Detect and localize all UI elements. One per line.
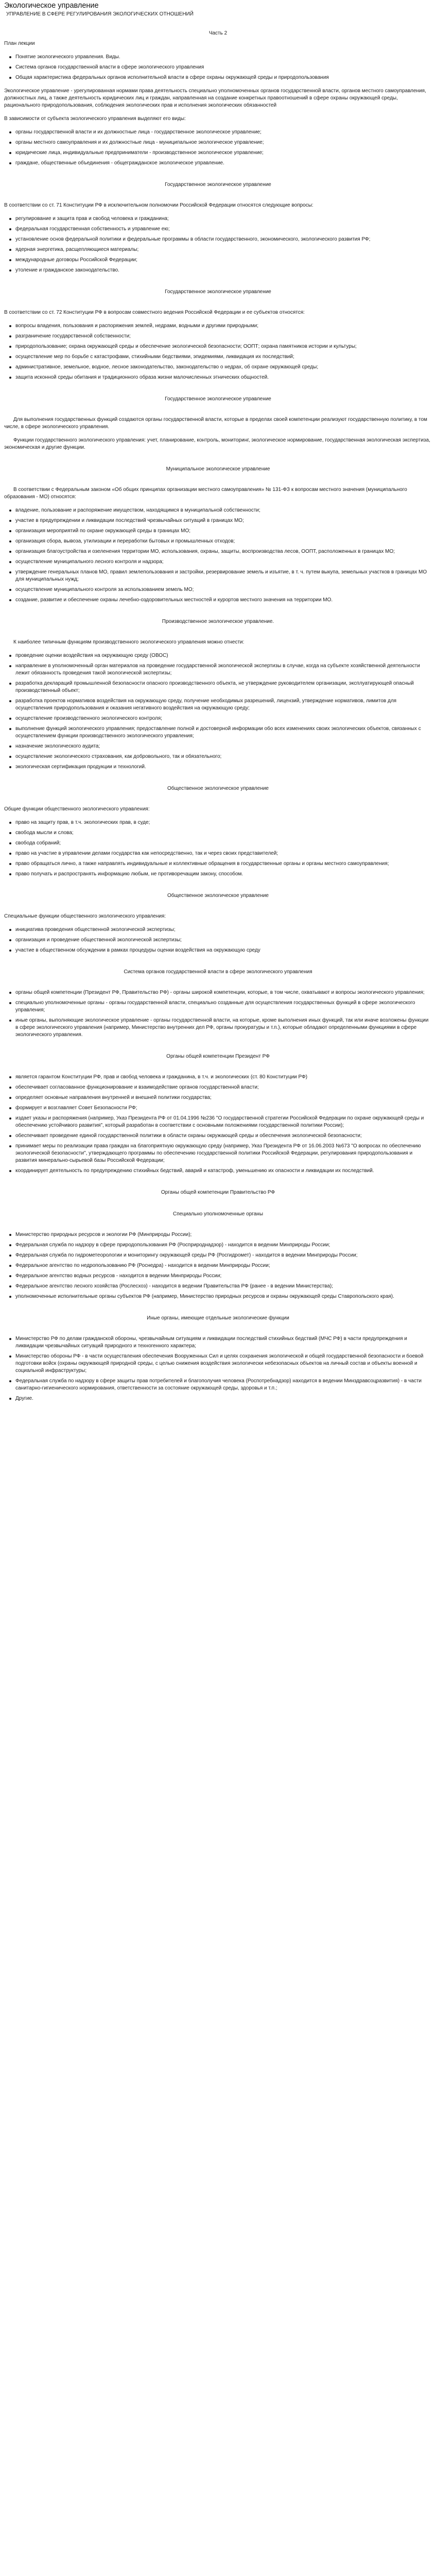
section-heading: Государственное экологическое управление	[165, 182, 271, 188]
list-item: проведение оценки воздействия на окружающую среду (ОВОС)	[15, 652, 432, 659]
page-title: Экологическое управление	[4, 2, 99, 10]
list-item: федеральная государственная собственность и управление ею;	[15, 226, 432, 233]
list-item: направление в уполномоченный орган материалов на проведение государственной экологической экспертизы в случае, когда на субъекте хозяйственной деятельности лежит обязанность проведения такой экологической экспертизы;	[15, 663, 432, 677]
bullet-list	[4, 54, 432, 81]
list-item: экологическая сертификация продукции и технологий.	[15, 764, 432, 771]
list-item: организация и проведение общественной экологической экспертизы;	[15, 937, 432, 944]
list-item: координирует деятельность по предупреждению стихийных бедствий, аварий и катастроф, уменьшению их опасности и ликвидации их последствий.	[15, 1167, 432, 1175]
list-item: является гарантом Конституции РФ, прав и свобод человека и гражданина, в т.ч. и экологических (ст. 80 Конституции РФ)	[15, 1074, 432, 1081]
section-heading: Муниципальное экологическое управление	[166, 466, 270, 472]
list-item: уполномоченные исполнительные органы субъектов РФ (например, Министерство природных ресурсов и охраны окружающей среды Ставропольского края).	[15, 1293, 432, 1300]
section-heading: Государственное экологическое управление	[165, 289, 271, 295]
lecture-content	[4, 40, 432, 1402]
list-item: создание, развитие и обеспечение охраны лечебно-оздоровительных местностей и курортов местного значения на территории МО.	[15, 597, 432, 604]
list-item: Федеральное агентство по недропользованию РФ (Роснедра) - находится в ведении Минприроды России;	[15, 1262, 432, 1269]
paragraph: В соответствии с Федеральным законом «Об общих принципах организации местного самоуправления» № 131-ФЗ к вопросам местного значения (муниципального образования - МО) относятся:	[4, 487, 407, 500]
list-item: утоление и гражданское законодательство.	[15, 267, 432, 274]
paragraph: План лекции	[4, 41, 35, 46]
section-heading: Производственное экологическое управление.	[162, 619, 274, 624]
list-item: формирует и возглавляет Совет Безопасности РФ;	[15, 1105, 432, 1112]
bullet-list	[4, 989, 432, 1039]
list-item: защита исконной среды обитания и традиционного образа жизни малочисленных этнических общностей.	[15, 374, 432, 381]
list-item: право обращаться лично, а также направлять индивидуальные и коллективные обращения в государственные органы и органы местного самоуправления;	[15, 860, 432, 868]
list-item: свобода мысли и слова;	[15, 829, 432, 837]
list-item: утверждение генеральных планов МО, правил землепользования и застройки, резервирование земель и изъятие, в т. ч. путем выкупа, земельных участков в границах МО для муниципальных нужд;	[15, 569, 432, 583]
list-item: органы местного самоуправления и их должностные лица - муниципальное экологическое управление;	[15, 139, 432, 146]
bullet-list	[4, 507, 432, 604]
list-item: осуществление производственного экологического контроля;	[15, 715, 432, 722]
lecture-subtitle: УПРАВЛЕНИЕ В СФЕРЕ РЕГУЛИРОВАНИЯ ЭКОЛОГИЧЕСКИХ ОТНОШЕНИЙ	[6, 11, 194, 17]
paragraph: К наиболее типичным функциям производственного экологического управления можно отнести:	[13, 639, 245, 645]
list-item: право на защиту прав, в т.ч. экологических прав, в суде;	[15, 819, 432, 826]
bullet-list	[4, 323, 432, 381]
list-item: ядерная энергетика, расщепляющиеся материалы;	[15, 246, 432, 253]
list-item: свобода собраний;	[15, 840, 432, 847]
list-item: участие в общественном обсуждении в рамках процедуры оценки воздействия на окружающую среду	[15, 947, 432, 954]
list-item: организация мероприятий по охране окружающей среды в границах МО;	[15, 528, 432, 535]
bullet-list	[4, 1074, 432, 1175]
list-item: Федеральное агентство лесного хозяйства (Рослесхоз) - находится в ведении Правительства РФ (ранее - в ведении Министерства);	[15, 1283, 432, 1290]
list-item: назначение экологического аудита;	[15, 743, 432, 750]
bullet-list	[4, 1231, 432, 1300]
paragraph: В соответствии со ст. 72 Конституции РФ в вопросам совместного ведения Российской Федерации и ее субъектов относятся:	[4, 310, 305, 315]
list-item: определяет основные направления внутренней и внешней политики государства;	[15, 1094, 432, 1101]
paragraph: Общие функции общественного экологического управления:	[4, 806, 150, 812]
list-item: Министерство обороны РФ - в части осуществления обеспечения Вооруженных Сил и целях сохранения экологической и общей государственной безопасности и боевой подготовки войск (охраны окружающей природной среды, с целью снижения воздействия экологически небезопасных объектов на личный состав и объекты военной и социальной инфраструктуры;	[15, 1353, 432, 1375]
list-item: административное, земельное, водное, лесное законодательство, законодательство о недрах, об охране окружающей среды;	[15, 364, 432, 371]
list-item: Федеральная служба по надзору в сфере природопользования РФ (Росприроднадзор) - находится в ведении Минприроды России;	[15, 1242, 432, 1249]
list-item: инициатива проведения общественной экологической экспертизы;	[15, 926, 432, 934]
list-item: Федеральное агентство водных ресурсов - находится в ведении Минприроды России;	[15, 1273, 432, 1280]
paragraph: Экологическое управление - урегулированная нормами права деятельность специально уполномоченных органов государственной власти, органов местного самоуправления, должностных лиц, а также деятельность юридических лиц и граждан, направленная на создание конкретных правоотношений в сфере охраны окружающей среды, рационального природопользования, соблюдения экологических прав и исполнения экологических обязанностей	[4, 88, 426, 108]
section-heading: Система органов государственной власти в сфере экологического управления	[124, 969, 312, 975]
list-item: специально уполномоченные органы - органы государственной власти, специально созданные для осуществления государственных функций в сфере экологического управления;	[15, 999, 432, 1014]
list-item: Министерство природных ресурсов и экологии РФ (Минприроды России);	[15, 1231, 432, 1239]
section-heading: Специально уполномоченные органы	[172, 1211, 264, 1217]
list-item: осуществление муниципального лесного контроля и надзора;	[15, 558, 432, 566]
list-item: Федеральная служба по надзору в сфере защиты прав потребителей и благополучия человека (Роспотребнадзор) находится в ведении Минздравсоцразвития) - в части санитарно-гигиенического нормирования, ответственности за состояние окружающей среды, здоровья и т.п.;	[15, 1378, 432, 1392]
list-item: организация благоустройства и озеленения территории МО, использования, охраны, защиты, воспроизводства лесов, ООПТ, расположенных в границах МО;	[15, 548, 432, 555]
list-item: Общая характеристика федеральных органов исполнительной власти в сфере охраны окружающей среды и природопользования	[15, 74, 432, 81]
section-heading: Органы общей компетенции Президент РФ	[166, 1054, 270, 1059]
list-item: установление основ федеральной политики и федеральные программы в области государственного, экономического, экологического развития РФ;	[15, 236, 432, 243]
section-heading: Общественное экологическое управление	[167, 786, 269, 791]
list-item: участие в предупреждении и ликвидации последствий чрезвычайных ситуаций в границах МО;	[15, 517, 432, 524]
list-item: Федеральная служба по гидрометеорологии и мониторингу окружающей среды РФ (Росгидромет) - находится в ведении Минприроды России;	[15, 1252, 432, 1259]
part-label: Часть 2	[208, 30, 228, 36]
list-item: разработка деклараций промышленной безопасности опасного производственного объекта, не утверждение руководителем организации, эксплуатирующей опасный производственный объект;	[15, 680, 432, 694]
bullet-list	[4, 926, 432, 954]
list-item: органы государственной власти и их должностные лица - государственное экологическое управление;	[15, 129, 432, 136]
list-item: Министерство РФ по делам гражданской обороны, чрезвычайным ситуациям и ликвидации последствий стихийных бедствий (МЧС РФ) в части предупреждения и ликвидации чрезвычайных ситуаций природного и техногенного характера;	[15, 1335, 432, 1350]
list-item: органы общей компетенции (Президент РФ, Правительство РФ) - органы широкой компетенции, которые, в том числе, охватывают и вопросы экологического управления;	[15, 989, 432, 996]
list-item: граждане, общественные объединения - общегражданское экологическое управление.	[15, 160, 432, 167]
list-item: Понятие экологического управления. Виды.	[15, 54, 432, 61]
paragraph: Для выполнения государственных функций создаются органы государственной власти, которые в пределах своей компетенции реализуют государственную политику, в том числе, в сфере экологического управления.	[4, 417, 427, 430]
list-item: осуществление мер по борьбе с катастрофами, стихийными бедствиями, эпидемиями, ликвидация их последствий;	[15, 353, 432, 361]
list-item: осуществление экологического страхования, как добровольного, так и обязательного;	[15, 753, 432, 760]
paragraph: В соответствии со ст. 71 Конституции РФ в исключительном полномочии Российской Федерации относятся следующие вопросы:	[4, 202, 313, 208]
bullet-list	[4, 129, 432, 167]
list-item: Система органов государственной власти в сфере экологического управления	[15, 64, 432, 71]
list-item: обеспечивает согласованное функционирование и взаимодействие органов государственной власти;	[15, 1084, 432, 1091]
list-item: разработка проектов нормативов воздействия на окружающую среду, получение необходимых разрешений, лицензий, утверждение нормативов, лимитов для осуществления природопользования и оказания негативного воздействия на окружающую среду;	[15, 698, 432, 712]
bullet-list	[4, 1335, 432, 1402]
list-item: юридические лица, индивидуальные предприниматели - производственное экологическое управление;	[15, 149, 432, 157]
list-item: владение, пользование и распоряжение имуществом, находящимся в муниципальной собственности;	[15, 507, 432, 514]
paragraph: В зависимости от субъекта экологического управления выделяют его виды:	[4, 116, 186, 122]
list-item: разграничение государственной собственности;	[15, 333, 432, 340]
list-item: право на участие в управлении делами государства как непосредственно, так и через своих представителей;	[15, 850, 432, 857]
list-item: иные органы, выполняющие экологическое управление - органы государственной власти, на которые, кроме выполнения иных функций, так или иначе возложены функции в сфере экологического управления (например, Министерство внутренних дел РФ, органы прокуратуры и т.п.), которые обладают определенными функциями в сфере экологического управления.	[15, 1017, 432, 1039]
section-heading: Иные органы, имеющие отдельные экологические функции	[147, 1315, 289, 1321]
list-item: природопользование; охрана окружающей среды и обеспечение экологической безопасности; ООПТ; охрана памятников истории и культуры;	[15, 343, 432, 350]
list-item: осуществление муниципального контроля за использованием земель МО;	[15, 586, 432, 594]
list-item: Другие.	[15, 1395, 432, 1402]
list-item: организация сбора, вывоза, утилизации и переработки бытовых и промышленных отходов;	[15, 538, 432, 545]
paragraph: Функции государственного экологического управления: учет, планирование, контроль, мониторинг, экологическое нормирование, государственная экологическая экспертиза, экономическая и другие функции.	[4, 437, 430, 450]
list-item: принимает меры по реализации права граждан на благоприятную окружающую среду (например, Указ Президента РФ от 16.06.2003 №673 "О вопросах по обеспечению экологической безопасности", утверждающего программы по обеспечению государственной политики Российской Федерации, регулирования природопользования и развития минерально-сырьевой базы Российской Федерации;	[15, 1143, 432, 1164]
bullet-list	[4, 819, 432, 878]
bullet-list	[4, 215, 432, 274]
list-item: право получать и распространять информацию любым, не противоречащим закону, способом.	[15, 871, 432, 878]
paragraph: Специальные функции общественного экологического управления:	[4, 913, 166, 919]
bullet-list	[4, 652, 432, 771]
section-heading: Государственное экологическое управление	[165, 396, 271, 402]
list-item: обеспечивает проведение единой государственной политики в области охраны окружающей среды и обеспечения экологической безопасности;	[15, 1132, 432, 1140]
section-heading: Общественное экологическое управление	[167, 893, 269, 899]
list-item: выполнение функций экологического управления; предоставление полной и достоверной информации обо всех изменениях своих экологических объектов, связанных с осуществлением функции производственного экологического управления;	[15, 725, 432, 740]
list-item: международные договоры Российской Федерации;	[15, 257, 432, 264]
list-item: издает указы и распоряжения (например, Указ Президента РФ от 01.04.1996 №236 "О государственной стратегии Российской Федерации по охране окружающей среды и обеспечению устойчивого развития", который разработан в соответствии с основными положениями государственной политики России);	[15, 1115, 432, 1129]
section-heading: Органы общей компетенции Правительство РФ	[161, 1190, 275, 1195]
list-item: регулирование и защита прав и свобод человека и гражданина;	[15, 215, 432, 223]
list-item: вопросы владения, пользования и распоряжения землей, недрами, водными и другими природными;	[15, 323, 432, 330]
